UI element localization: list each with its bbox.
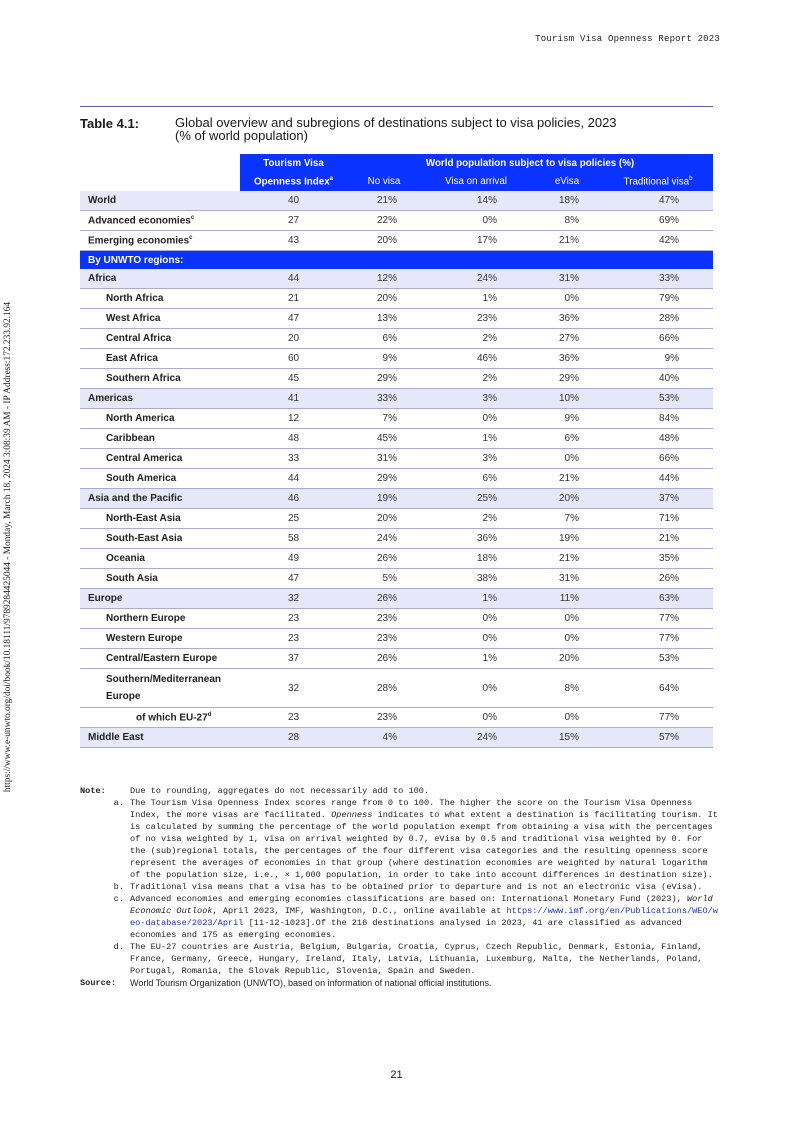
row-label-text: Africa [88, 273, 117, 284]
row-label [80, 708, 240, 728]
table-row [80, 549, 713, 569]
row-label-text: Central/Eastern Europe [106, 653, 218, 664]
table-row [80, 309, 713, 329]
note-a-italic: Openness [331, 810, 373, 820]
cell-evisa: 11% [531, 589, 603, 609]
cell-index: 25 [240, 509, 347, 529]
table-row [80, 728, 713, 748]
cell-evisa: 15% [531, 728, 603, 748]
row-label-text: Americas [88, 393, 134, 404]
row-label-text: Middle East [88, 732, 144, 743]
cell-index: 23 [240, 609, 347, 629]
note-c-label: c. [113, 894, 124, 904]
row-label [80, 409, 240, 429]
row-label-text: Western Europe [106, 633, 183, 644]
table-row [80, 429, 713, 449]
row-label [80, 389, 240, 409]
row-label [80, 629, 240, 649]
note-b [80, 881, 720, 893]
table-section-row [80, 251, 713, 270]
table-row [80, 329, 713, 349]
cell-traditional-visa: 79% [603, 289, 713, 309]
cell-visa-on-arrival: 0% [421, 409, 531, 429]
table-caption-line1: Global overview and subregions of destinations subject to visa policies, 2023 [175, 115, 617, 130]
row-label [80, 529, 240, 549]
row-label-text: Central Africa [106, 333, 172, 344]
cell-evisa: 0% [531, 629, 603, 649]
table-row [80, 609, 713, 629]
row-label [80, 609, 240, 629]
cell-evisa: 9% [531, 409, 603, 429]
cell-traditional-visa: 21% [603, 529, 713, 549]
table-row [80, 409, 713, 429]
cell-traditional-visa: 26% [603, 569, 713, 589]
row-label-text: Advanced economies [88, 215, 191, 227]
cell-no-visa: 21% [347, 191, 421, 211]
cell-no-visa: 20% [347, 509, 421, 529]
cell-visa-on-arrival: 1% [421, 649, 531, 669]
cell-no-visa: 5% [347, 569, 421, 589]
cell-visa-on-arrival: 6% [421, 469, 531, 489]
cell-evisa: 21% [531, 469, 603, 489]
imf-weo-link[interactable]: https://www.imf.org/en/Publications/WEO/weo-database/2023/April [130, 906, 718, 928]
row-label-sup: d [207, 711, 212, 718]
cell-traditional-visa: 28% [603, 309, 713, 329]
cell-no-visa: 33% [347, 389, 421, 409]
cell-index: 32 [240, 669, 347, 708]
source-text: World Tourism Organization (UNWTO), based on information of national official institutions. [130, 978, 492, 988]
cell-index: 45 [240, 369, 347, 389]
row-label [80, 349, 240, 369]
cell-visa-on-arrival: 46% [421, 349, 531, 369]
visa-policy-table [80, 154, 713, 748]
table-row [80, 569, 713, 589]
row-label [80, 269, 240, 289]
row-label-text: Oceania [106, 553, 145, 564]
cell-traditional-visa: 77% [603, 609, 713, 629]
visa-policy-table-wrapper [80, 154, 713, 748]
cell-no-visa: 6% [347, 329, 421, 349]
cell-traditional-visa: 69% [603, 211, 713, 231]
cell-no-visa: 26% [347, 549, 421, 569]
cell-visa-on-arrival: 36% [421, 529, 531, 549]
cell-index: 20 [240, 329, 347, 349]
note-c-text [130, 893, 720, 941]
cell-traditional-visa: 84% [603, 409, 713, 429]
table-row [80, 649, 713, 669]
cell-index: 46 [240, 489, 347, 509]
table-row [80, 509, 713, 529]
cell-no-visa: 7% [347, 409, 421, 429]
cell-evisa: 19% [531, 529, 603, 549]
row-label-text: Central America [106, 453, 183, 464]
cell-evisa: 7% [531, 509, 603, 529]
header-traditional-visa-text: Traditional visa [623, 176, 690, 188]
cell-visa-on-arrival: 0% [421, 211, 531, 231]
table-caption-text [175, 116, 617, 142]
cell-index: 23 [240, 708, 347, 728]
row-label-line1: Southern/Mediterranean [106, 674, 222, 685]
cell-no-visa: 20% [347, 289, 421, 309]
cell-evisa: 20% [531, 649, 603, 669]
note-d-label: d. [113, 942, 124, 952]
note-a-text [130, 797, 720, 881]
cell-index: 43 [240, 231, 347, 251]
cell-evisa: 20% [531, 489, 603, 509]
header-index-line1: Tourism Visa [240, 154, 347, 172]
cell-no-visa: 12% [347, 269, 421, 289]
cell-index: 58 [240, 529, 347, 549]
section-label: By UNWTO regions: [80, 251, 713, 270]
row-label [80, 449, 240, 469]
cell-index: 23 [240, 629, 347, 649]
row-label [80, 231, 240, 251]
cell-index: 47 [240, 309, 347, 329]
header-traditional-sup: b [689, 175, 693, 182]
cell-traditional-visa: 44% [603, 469, 713, 489]
cell-no-visa: 20% [347, 231, 421, 251]
note-c-text-1: Advanced economies and emerging economies classifications are based on: International Monetary Fund (2023), [130, 894, 687, 904]
cell-index: 44 [240, 469, 347, 489]
cell-traditional-visa: 37% [603, 489, 713, 509]
cell-traditional-visa: 64% [603, 669, 713, 708]
table-row [80, 469, 713, 489]
row-label-text: South-East Asia [106, 533, 183, 544]
header-blank-cell [80, 154, 240, 172]
cell-no-visa: 13% [347, 309, 421, 329]
row-label [80, 429, 240, 449]
cell-no-visa: 26% [347, 649, 421, 669]
cell-traditional-visa: 57% [603, 728, 713, 748]
cell-evisa: 18% [531, 191, 603, 211]
table-caption-label: Table 4.1: [80, 116, 140, 131]
cell-evisa: 31% [531, 269, 603, 289]
header-evisa: eVisa [531, 172, 603, 191]
note-d-text: The EU-27 countries are Austria, Belgium, Bulgaria, Croatia, Cyprus, Czech Republic, Denmark, Estonia, Finland, France, Germany, Greece, Hungary, Ireland, Italy, Latvia, Lithuania, Luxemburg, Malta, the Netherlands, Poland, Portugal, Romania, the Slovak Republic, Slovenia, Spain and Sweden. [130, 942, 703, 976]
cell-traditional-visa: 77% [603, 708, 713, 728]
cell-evisa: 6% [531, 429, 603, 449]
cell-evisa: 0% [531, 609, 603, 629]
cell-index: 47 [240, 569, 347, 589]
cell-evisa: 36% [531, 349, 603, 369]
cell-no-visa: 23% [347, 609, 421, 629]
row-label-text: North-East Asia [106, 513, 181, 524]
cell-traditional-visa: 71% [603, 509, 713, 529]
cell-no-visa: 23% [347, 629, 421, 649]
cell-index: 32 [240, 589, 347, 609]
download-watermark: https://www.e-unwto.org/doi/book/10.18111/9789284425044 - Monday, March 18, 2024 3:08:39 AM - IP Address:172.233.92.164 [3, 301, 13, 793]
note-c-italic: World Economic Outlook [130, 894, 713, 916]
row-label-text: North Africa [106, 293, 164, 304]
table-row [80, 369, 713, 389]
row-label-text: South Asia [106, 573, 158, 584]
cell-traditional-visa: 33% [603, 269, 713, 289]
header-rule [80, 106, 713, 107]
cell-traditional-visa: 53% [603, 389, 713, 409]
header-index-line2-text: Openness Index [253, 176, 330, 188]
cell-evisa: 8% [531, 669, 603, 708]
cell-evisa: 21% [531, 549, 603, 569]
note-label: Note: [80, 786, 106, 796]
row-label [80, 489, 240, 509]
cell-visa-on-arrival: 2% [421, 509, 531, 529]
table-caption [80, 116, 713, 142]
row-label [80, 549, 240, 569]
cell-no-visa: 4% [347, 728, 421, 748]
row-label [80, 509, 240, 529]
row-label [80, 309, 240, 329]
cell-index: 27 [240, 211, 347, 231]
cell-traditional-visa: 66% [603, 329, 713, 349]
note-a-text-2: indicates to what extent a destination is facilitating tourism. It is calculated by summing the percentage of the world population exempt from obtaining a visa with the percentages of no visa weighted by 1, visa on arrival weighted by 0.7, eVisa by 0.5 and traditional visa weighted by 0. For the (sub)regional totals, the percentages of the four different visa categories and the resulting openness score represent the averages of economies in that group (where destination economies are weighted by natural logarithm of the population size, i.e., × 1,000 population, in order to take into account differences in destination size). [130, 810, 718, 880]
header-index-line2 [240, 172, 347, 191]
cell-index: 41 [240, 389, 347, 409]
table-row [80, 349, 713, 369]
cell-visa-on-arrival: 25% [421, 489, 531, 509]
row-label-sup: c [190, 214, 195, 221]
row-label-text: West Africa [106, 313, 161, 324]
cell-no-visa: 24% [347, 529, 421, 549]
row-label [80, 211, 240, 231]
cell-no-visa: 29% [347, 369, 421, 389]
note-c-text-3: [11-12-1023].Of the 216 destinations analysed in 2023, 41 are classified as advanced economies and 175 as emerging economies. [130, 918, 682, 940]
cell-visa-on-arrival: 3% [421, 389, 531, 409]
cell-traditional-visa: 35% [603, 549, 713, 569]
table-row [80, 489, 713, 509]
row-label [80, 289, 240, 309]
table-row-emerging [80, 231, 713, 251]
cell-visa-on-arrival: 1% [421, 289, 531, 309]
table-row [80, 289, 713, 309]
cell-evisa: 0% [531, 449, 603, 469]
cell-index: 37 [240, 649, 347, 669]
row-label [80, 728, 240, 748]
cell-evisa: 29% [531, 369, 603, 389]
row-label [80, 329, 240, 349]
cell-visa-on-arrival: 2% [421, 369, 531, 389]
cell-evisa: 10% [531, 389, 603, 409]
cell-evisa: 36% [531, 309, 603, 329]
note-a [80, 797, 720, 881]
row-label [80, 569, 240, 589]
header-group-label: World population subject to visa policies (%) [347, 154, 713, 172]
cell-index: 12 [240, 409, 347, 429]
cell-visa-on-arrival: 0% [421, 708, 531, 728]
table-row [80, 629, 713, 649]
table-body [80, 191, 713, 748]
source-label: Source: [80, 978, 117, 988]
cell-traditional-visa: 42% [603, 231, 713, 251]
cell-traditional-visa: 9% [603, 349, 713, 369]
table-row [80, 708, 713, 728]
row-label-text: East Africa [106, 353, 158, 364]
cell-evisa: 8% [531, 211, 603, 231]
row-label [80, 589, 240, 609]
cell-evisa: 31% [531, 569, 603, 589]
cell-evisa: 21% [531, 231, 603, 251]
table-row [80, 389, 713, 409]
cell-visa-on-arrival: 18% [421, 549, 531, 569]
cell-index: 60 [240, 349, 347, 369]
table-row [80, 529, 713, 549]
table-row [80, 269, 713, 289]
cell-traditional-visa: 40% [603, 369, 713, 389]
cell-visa-on-arrival: 1% [421, 429, 531, 449]
cell-index: 49 [240, 549, 347, 569]
note-text: Due to rounding, aggregates do not necessarily add to 100. [130, 786, 430, 796]
table-notes [80, 785, 720, 989]
table-row-world [80, 191, 713, 211]
cell-no-visa: 23% [347, 708, 421, 728]
row-label [80, 649, 240, 669]
table-row-advanced [80, 211, 713, 231]
cell-no-visa: 45% [347, 429, 421, 449]
row-label-text: North America [106, 413, 175, 424]
cell-traditional-visa: 66% [603, 449, 713, 469]
cell-evisa: 27% [531, 329, 603, 349]
cell-index: 33 [240, 449, 347, 469]
note-general [80, 785, 720, 797]
cell-index: 40 [240, 191, 347, 211]
cell-visa-on-arrival: 2% [421, 329, 531, 349]
cell-visa-on-arrival: 24% [421, 269, 531, 289]
cell-no-visa: 26% [347, 589, 421, 609]
row-label: World [80, 191, 240, 211]
table-row [80, 589, 713, 609]
cell-traditional-visa: 77% [603, 629, 713, 649]
note-b-label: b. [113, 882, 124, 892]
cell-visa-on-arrival: 0% [421, 669, 531, 708]
cell-index: 44 [240, 269, 347, 289]
cell-no-visa: 28% [347, 669, 421, 708]
cell-visa-on-arrival: 0% [421, 609, 531, 629]
page-number: 21 [390, 1069, 403, 1081]
row-label-line2: Europe [106, 691, 141, 702]
table-caption-line2: (% of world population) [175, 128, 308, 143]
note-b-text: Traditional visa means that a visa has to be obtained prior to departure and is not an electronic visa (eVisa). [130, 882, 703, 892]
row-label-text: South America [106, 473, 177, 484]
header-index-sup: a [329, 175, 334, 182]
header-visa-on-arrival: Visa on arrival [421, 172, 531, 191]
note-a-label: a. [113, 798, 124, 808]
cell-visa-on-arrival: 23% [421, 309, 531, 329]
cell-visa-on-arrival: 1% [421, 589, 531, 609]
note-c [80, 893, 720, 941]
cell-index: 28 [240, 728, 347, 748]
cell-traditional-visa: 63% [603, 589, 713, 609]
row-label-text: Emerging economies [88, 235, 190, 247]
cell-traditional-visa: 47% [603, 191, 713, 211]
table-row [80, 449, 713, 469]
cell-visa-on-arrival: 24% [421, 728, 531, 748]
row-label-text: Europe [88, 593, 123, 604]
row-label-text: of which EU-27 [136, 712, 208, 724]
table-header [80, 154, 713, 191]
cell-no-visa: 31% [347, 449, 421, 469]
cell-index: 21 [240, 289, 347, 309]
header-traditional-visa [603, 172, 713, 191]
cell-traditional-visa: 53% [603, 649, 713, 669]
cell-index: 48 [240, 429, 347, 449]
row-label-text: Asia and the Pacific [88, 493, 183, 504]
row-label-text: Southern Africa [106, 373, 181, 384]
header-no-visa: No visa [347, 172, 421, 191]
note-a-text-1: The Tourism Visa Openness Index scores range from 0 to 100. The higher the score on the Tourism Visa Openness Index, the more visas are facilitated. [130, 798, 693, 820]
row-label [80, 469, 240, 489]
cell-visa-on-arrival: 14% [421, 191, 531, 211]
cell-visa-on-arrival: 17% [421, 231, 531, 251]
cell-no-visa: 19% [347, 489, 421, 509]
row-label-sup: c [189, 234, 193, 241]
note-source [80, 977, 720, 989]
cell-no-visa: 22% [347, 211, 421, 231]
cell-visa-on-arrival: 0% [421, 629, 531, 649]
cell-traditional-visa: 48% [603, 429, 713, 449]
cell-visa-on-arrival: 38% [421, 569, 531, 589]
running-header: Tourism Visa Openness Report 2023 [535, 34, 720, 44]
cell-evisa: 0% [531, 708, 603, 728]
cell-visa-on-arrival: 3% [421, 449, 531, 469]
row-label-text: Northern Europe [106, 613, 186, 624]
cell-no-visa: 9% [347, 349, 421, 369]
note-d [80, 941, 720, 977]
row-label [80, 669, 240, 708]
table-row [80, 669, 713, 708]
cell-evisa: 0% [531, 289, 603, 309]
cell-no-visa: 29% [347, 469, 421, 489]
header-blank-cell [80, 172, 240, 191]
note-c-text-2: , April 2023, IMF, Washington, D.C., online available at [212, 906, 507, 916]
row-label [80, 369, 240, 389]
row-label-text: Caribbean [106, 433, 155, 444]
